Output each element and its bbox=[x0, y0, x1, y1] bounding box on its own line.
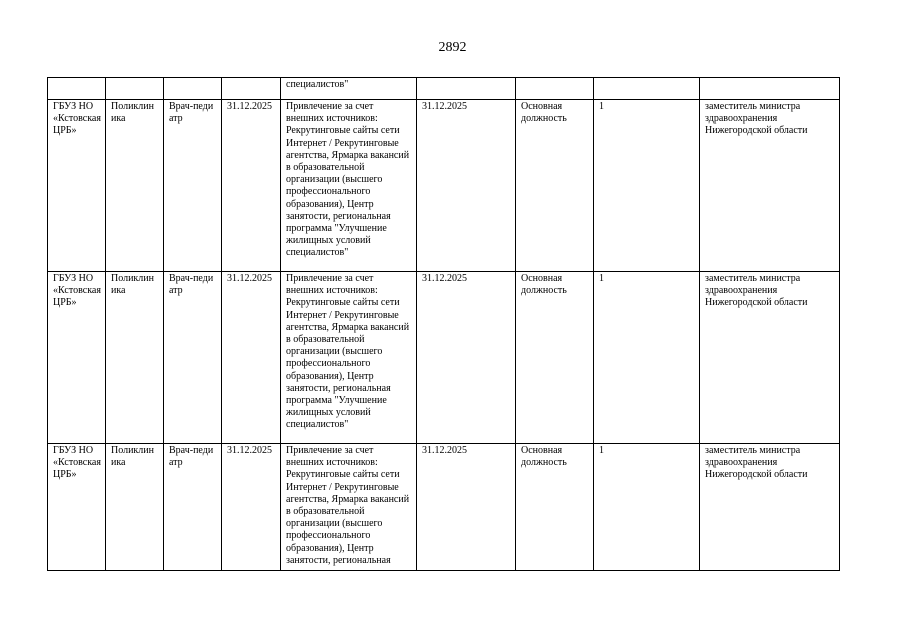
cell-position: Врач-педиатр bbox=[164, 100, 222, 272]
cell-position: Врач-педиатр bbox=[164, 444, 222, 571]
cell-deadline: 31.12.2025 bbox=[417, 100, 516, 272]
cell-deadline bbox=[417, 78, 516, 100]
table-row bbox=[48, 100, 840, 272]
cell-measure: Привлечение за счет внешних источников: Рекрутинговые сайты сети Интернет / Рекрутинговые агентства, Ярмарка вакансий в образовательной организации (высшего профессионального образования), Центр занятости, региональная программа "Улучшение жилищных условий специалистов" bbox=[281, 100, 417, 272]
cell-measure: Привлечение за счет внешних источников: Рекрутинговые сайты сети Интернет / Рекрутинговые агентства, Ярмарка вакансий в образовательной организации (высшего профессионального образования), Центр занятости, региональная bbox=[281, 444, 417, 571]
cell-start-date: 31.12.2025 bbox=[222, 272, 281, 444]
cell-post-type: Основная должность bbox=[516, 272, 594, 444]
table-row bbox=[48, 444, 840, 571]
cell-org bbox=[48, 78, 106, 100]
cell-quantity bbox=[594, 78, 700, 100]
page-number: 2892 bbox=[438, 40, 467, 55]
cell-start-date: 31.12.2025 bbox=[222, 100, 281, 272]
cell-department bbox=[106, 78, 164, 100]
table-row bbox=[48, 272, 840, 444]
staffing-table bbox=[47, 77, 840, 571]
cell-department: Поликлиника bbox=[106, 444, 164, 571]
cell-start-date bbox=[222, 78, 281, 100]
cell-responsible: заместитель министра здравоохранения Нижегородской области bbox=[700, 100, 840, 272]
cell-position: Врач-педиатр bbox=[164, 272, 222, 444]
cell-start-date: 31.12.2025 bbox=[222, 444, 281, 571]
cell-department: Поликлиника bbox=[106, 272, 164, 444]
cell-deadline: 31.12.2025 bbox=[417, 444, 516, 571]
cell-measure: Привлечение за счет внешних источников: Рекрутинговые сайты сети Интернет / Рекрутинговые агентства, Ярмарка вакансий в образовательной организации (высшего профессионального образования), Центр занятости, региональная программа "Улучшение жилищных условий специалистов" bbox=[281, 272, 417, 444]
cell-org: ГБУЗ НО «Кстовская ЦРБ» bbox=[48, 272, 106, 444]
cell-responsible: заместитель министра здравоохранения Нижегородской области bbox=[700, 444, 840, 571]
cell-quantity: 1 bbox=[594, 100, 700, 272]
cell-department: Поликлиника bbox=[106, 100, 164, 272]
cell-post-type: Основная должность bbox=[516, 444, 594, 571]
cell-position bbox=[164, 78, 222, 100]
cell-post-type bbox=[516, 78, 594, 100]
continuation-row bbox=[48, 78, 840, 100]
cell-deadline: 31.12.2025 bbox=[417, 272, 516, 444]
cell-measure: специалистов" bbox=[281, 78, 417, 100]
cell-org: ГБУЗ НО «Кстовская ЦРБ» bbox=[48, 100, 106, 272]
cell-quantity: 1 bbox=[594, 444, 700, 571]
cell-responsible: заместитель министра здравоохранения Нижегородской области bbox=[700, 272, 840, 444]
cell-org: ГБУЗ НО «Кстовская ЦРБ» bbox=[48, 444, 106, 571]
cell-responsible bbox=[700, 78, 840, 100]
cell-post-type: Основная должность bbox=[516, 100, 594, 272]
cell-quantity: 1 bbox=[594, 272, 700, 444]
